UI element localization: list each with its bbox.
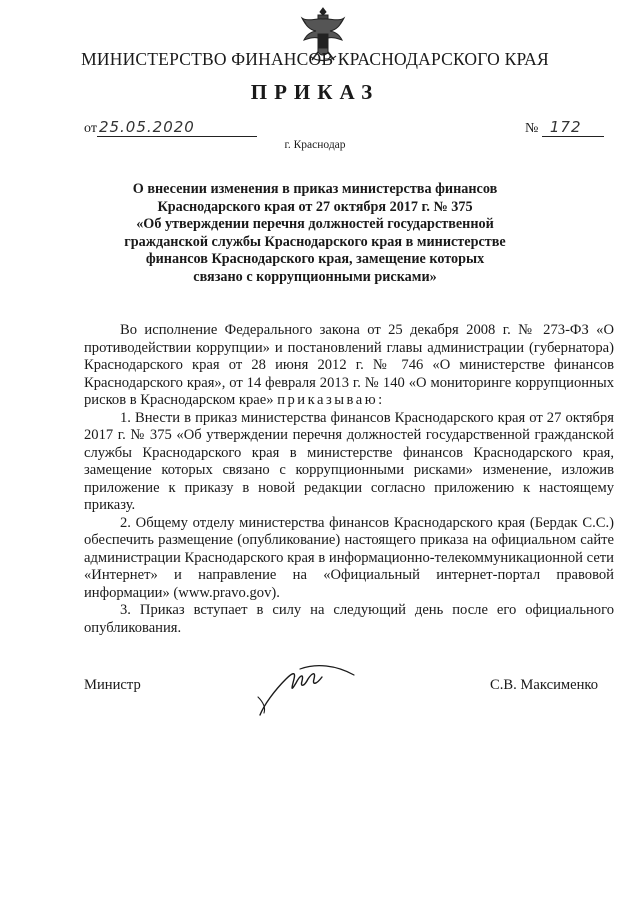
heading-line: связано с коррупционными рисками» [193,268,437,285]
number-field [525,118,604,137]
heading-line: Краснодарского края от 27 октября 2017 г. № 375 [157,198,473,215]
heading-line: финансов Краснодарского края, замещение которых [145,251,485,268]
date-value: 25.05.2020 [98,118,195,136]
number-prefix: № [525,121,539,136]
signature-icon [256,657,366,719]
date-line [97,118,257,137]
number-value: 172 [549,118,582,136]
clause-2: 2. Общему отделу министерства финансов Краснодарского края (Бердак С.С.) обеспечить размещение (опубликование) настоящего приказа на официальном сайте администрации Краснодарского края в информационно-телекоммуникационной сети «Интернет» и направление на «Официальный интернет-портал правовой информации» (www.pravo.gov). [84,514,614,601]
signatory-name: С.В. Максименко [490,677,599,693]
preamble-paragraph [84,322,614,410]
number-line [542,118,604,137]
clause-3: 3. Приказ вступает в силу на следующий день после его официального опубликования. [84,602,614,636]
heading-line: гражданской службы Краснодарского края в министерстве [124,233,506,250]
preamble-text: Во исполнение Федерального закона от 25 декабря 2008 г. № 273-ФЗ «О противодействии коррупции» и постановлений главы администрации (губернатора) Краснодарского края от 28 июня 2012 г. № 746 «О министерстве финансов Краснодарского края», от 14 февраля 2013 г. № 140 «О мониторинге коррупционных рисков в Краснодарском крае» [84,322,614,408]
document-type-title: ПРИКАЗ [250,80,380,104]
clause-1: 1. Внести в приказ министерства финансов Краснодарского края от 27 октября 2017 г. № 375 «Об утверждении перечня должностей государственной гражданской службы Краснодарского края в министерстве финансов Краснодарского края, замещение которых связано с коррупционными рисками» изменение, изложив приложение к приказу в новой редакции согласно приложению к настоящему приказу. [84,409,614,513]
signatory-position: Министр [84,677,141,693]
date-field [84,118,257,137]
city-label: г. Краснодар [284,139,346,151]
ministry-name: МИНИСТЕРСТВО ФИНАНСОВ КРАСНОДАРСКОГО КРАЯ [81,49,549,69]
heading-line: «Об утверждении перечня должностей государственной [136,216,494,233]
document-heading [100,181,530,287]
document-body [84,322,614,637]
date-prefix: от [84,121,97,136]
order-word: приказываю: [277,392,385,408]
heading-line: О внесении изменения в приказ министерства финансов [132,181,498,197]
